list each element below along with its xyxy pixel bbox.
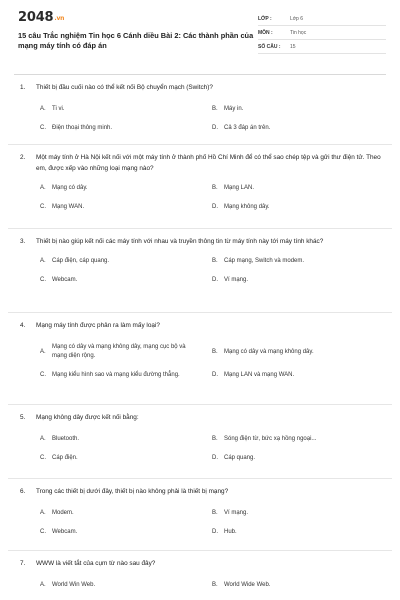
- question-text-row: [20, 82, 384, 93]
- option-letter: B.: [212, 106, 218, 112]
- answer-option[interactable]: [212, 435, 384, 444]
- option-letter: D.: [212, 204, 218, 210]
- question-separator: [8, 228, 392, 229]
- question-separator: [8, 478, 392, 479]
- option-letter: A.: [40, 436, 46, 442]
- option-letter: B.: [212, 185, 218, 191]
- option-letter: B.: [212, 510, 218, 516]
- question-item: [20, 486, 384, 537]
- question-number: 7.: [20, 560, 26, 567]
- option-text: Webcam.: [52, 277, 78, 283]
- answer-option[interactable]: [212, 184, 384, 193]
- answer-option[interactable]: [40, 184, 212, 193]
- option-text: World Win Web.: [52, 582, 96, 588]
- answer-option[interactable]: [40, 257, 212, 266]
- logo-text: 2048: [18, 10, 54, 25]
- option-letter: C.: [40, 529, 46, 535]
- option-text: Mạng có dây và mạng không dây, mạng cục bộ và mạng diện rộng.: [52, 344, 186, 359]
- meta-row-count: [258, 40, 386, 54]
- option-text: Ví mạng.: [224, 510, 249, 516]
- option-letter: C.: [40, 372, 46, 378]
- question-number: 6.: [20, 488, 26, 495]
- option-text: Cáp mạng, Switch và modem.: [224, 258, 305, 264]
- answer-option[interactable]: [212, 528, 384, 537]
- question-text: WWW là viết tắt của cụm từ nào sau đây?: [36, 560, 156, 567]
- answer-option[interactable]: [212, 124, 384, 133]
- option-letter: A.: [40, 106, 46, 112]
- option-letter: A.: [40, 348, 46, 355]
- question-item: [20, 558, 384, 590]
- option-text: Ví mạng.: [224, 277, 249, 283]
- option-text: Mạng kiểu hình sao và mạng kiểu đường thẳng.: [52, 372, 180, 378]
- question-number: 4.: [20, 322, 26, 329]
- answer-option[interactable]: [40, 124, 212, 133]
- answer-option[interactable]: [40, 343, 212, 361]
- option-letter: B.: [212, 436, 218, 442]
- question-item: [20, 320, 384, 380]
- answer-option[interactable]: [212, 257, 384, 266]
- option-text: Modem.: [52, 510, 74, 516]
- answer-option[interactable]: [212, 203, 384, 212]
- option-text: Ti vi.: [52, 106, 65, 112]
- option-letter: B.: [212, 348, 218, 355]
- header: [0, 0, 400, 64]
- question-number: 3.: [20, 238, 26, 245]
- question-item: [20, 152, 384, 212]
- document-title: 15 câu Trắc nghiệm Tin học 6 Cánh diều Bài 2: Các thành phần của mạng máy tính có đáp án: [18, 31, 254, 50]
- answer-option[interactable]: [212, 509, 384, 518]
- option-letter: C.: [40, 204, 46, 210]
- header-divider: [14, 74, 386, 75]
- question-number: 2.: [20, 154, 26, 161]
- option-letter: D.: [212, 277, 218, 283]
- answer-option[interactable]: [40, 276, 212, 285]
- meta-row-subject: [258, 26, 386, 40]
- answer-option[interactable]: [40, 435, 212, 444]
- answer-option[interactable]: [40, 203, 212, 212]
- question-separator: [8, 550, 392, 551]
- answer-options: [20, 105, 384, 133]
- option-letter: A.: [40, 258, 46, 264]
- meta-value: Tin học: [290, 29, 307, 36]
- question-number: 1.: [20, 84, 26, 91]
- option-letter: C.: [40, 125, 46, 131]
- answer-options: [20, 257, 384, 285]
- answer-option[interactable]: [40, 581, 212, 590]
- option-letter: B.: [212, 582, 218, 588]
- question-separator: [8, 404, 392, 405]
- option-text: Máy in.: [224, 106, 244, 112]
- option-text: Mạng không dây.: [224, 204, 270, 210]
- option-text: Mạng có dây và mạng không dây.: [224, 348, 314, 355]
- question-item: [20, 412, 384, 463]
- meta-value: 15: [290, 43, 296, 50]
- option-text: Cả 3 đáp án trên.: [224, 125, 271, 131]
- question-item: [20, 82, 384, 133]
- option-text: Mạng LAN và mạng WAN.: [224, 372, 295, 378]
- question-text-row: [20, 236, 384, 247]
- answer-option[interactable]: [40, 371, 212, 380]
- question-text-row: [20, 412, 384, 423]
- option-letter: B.: [212, 258, 218, 264]
- answer-options: [20, 184, 384, 212]
- answer-options: [20, 581, 384, 590]
- answer-options: [20, 343, 384, 380]
- answer-option[interactable]: [40, 509, 212, 518]
- question-item: [20, 236, 384, 285]
- option-text: Mạng WAN.: [52, 204, 85, 210]
- option-text: Webcam.: [52, 529, 78, 535]
- question-text: Mạng không dây được kết nối bằng:: [36, 414, 139, 421]
- question-text-row: [20, 486, 384, 497]
- option-letter: D.: [212, 125, 218, 131]
- question-text: Mạng máy tính được phân ra làm mấy loại?: [36, 322, 160, 329]
- option-letter: C.: [40, 277, 46, 283]
- question-text: Trong các thiết bị dưới đây, thiết bị nào không phải là thiết bị mạng?: [36, 488, 229, 495]
- question-separator: [8, 144, 392, 145]
- option-text: Điện thoại thông minh.: [52, 125, 113, 131]
- option-text: Cáp điện.: [52, 455, 78, 461]
- meta-label: MÔN :: [258, 29, 273, 36]
- answer-option[interactable]: [212, 105, 384, 114]
- question-text: Thiết bị nào giúp kết nối các máy tính với nhau và truyền thông tin từ máy tính này tới máy tính khác?: [36, 238, 324, 245]
- option-letter: D.: [212, 372, 218, 378]
- question-text-row: [20, 558, 384, 569]
- option-text: Cáp quang.: [224, 455, 256, 461]
- option-text: Hub.: [224, 529, 237, 535]
- answer-option[interactable]: [212, 371, 384, 380]
- option-text: World Wide Web.: [224, 582, 271, 588]
- option-letter: A.: [40, 185, 46, 191]
- answer-option[interactable]: [40, 454, 212, 463]
- option-text: Sóng điện từ, bức xạ hồng ngoại...: [224, 436, 317, 442]
- option-text: Mạng LAN.: [224, 185, 255, 191]
- question-text: Một máy tính ở Hà Nội kết nối với một máy tính ở thành phố Hồ Chí Minh để có thể sao chép tệp và gửi thư điện tử. Theo em, được xếp vào những loại mạng nào?: [36, 154, 381, 172]
- meta-label: LỚP :: [258, 15, 272, 22]
- answer-options: [20, 509, 384, 537]
- answer-option[interactable]: [212, 276, 384, 285]
- option-letter: D.: [212, 529, 218, 535]
- answer-option[interactable]: [40, 528, 212, 537]
- option-letter: A.: [40, 510, 46, 516]
- logo-suffix: .vn: [54, 15, 65, 22]
- question-separator: [8, 312, 392, 313]
- question-number: 5.: [20, 414, 26, 421]
- answer-option[interactable]: [40, 105, 212, 114]
- answer-options: [20, 435, 384, 463]
- option-text: Bluetooth.: [52, 436, 80, 442]
- option-letter: A.: [40, 582, 46, 588]
- question-text-row: [20, 152, 384, 174]
- question-text-row: [20, 320, 384, 331]
- option-text: Cáp điện, cáp quang.: [52, 258, 110, 264]
- meta-row-class: [258, 12, 386, 26]
- answer-option[interactable]: [212, 343, 384, 361]
- answer-option[interactable]: [212, 581, 384, 590]
- meta-label: SỐ CÂU :: [258, 43, 281, 50]
- meta-value: Lớp 6: [290, 15, 304, 22]
- option-text: Mạng có dây.: [52, 185, 88, 191]
- option-letter: D.: [212, 455, 218, 461]
- answer-option[interactable]: [212, 454, 384, 463]
- meta-table: [258, 12, 386, 54]
- question-text: Thiết bị đầu cuối nào có thể kết nối Bộ chuyển mạch (Switch)?: [36, 84, 213, 91]
- option-letter: C.: [40, 455, 46, 461]
